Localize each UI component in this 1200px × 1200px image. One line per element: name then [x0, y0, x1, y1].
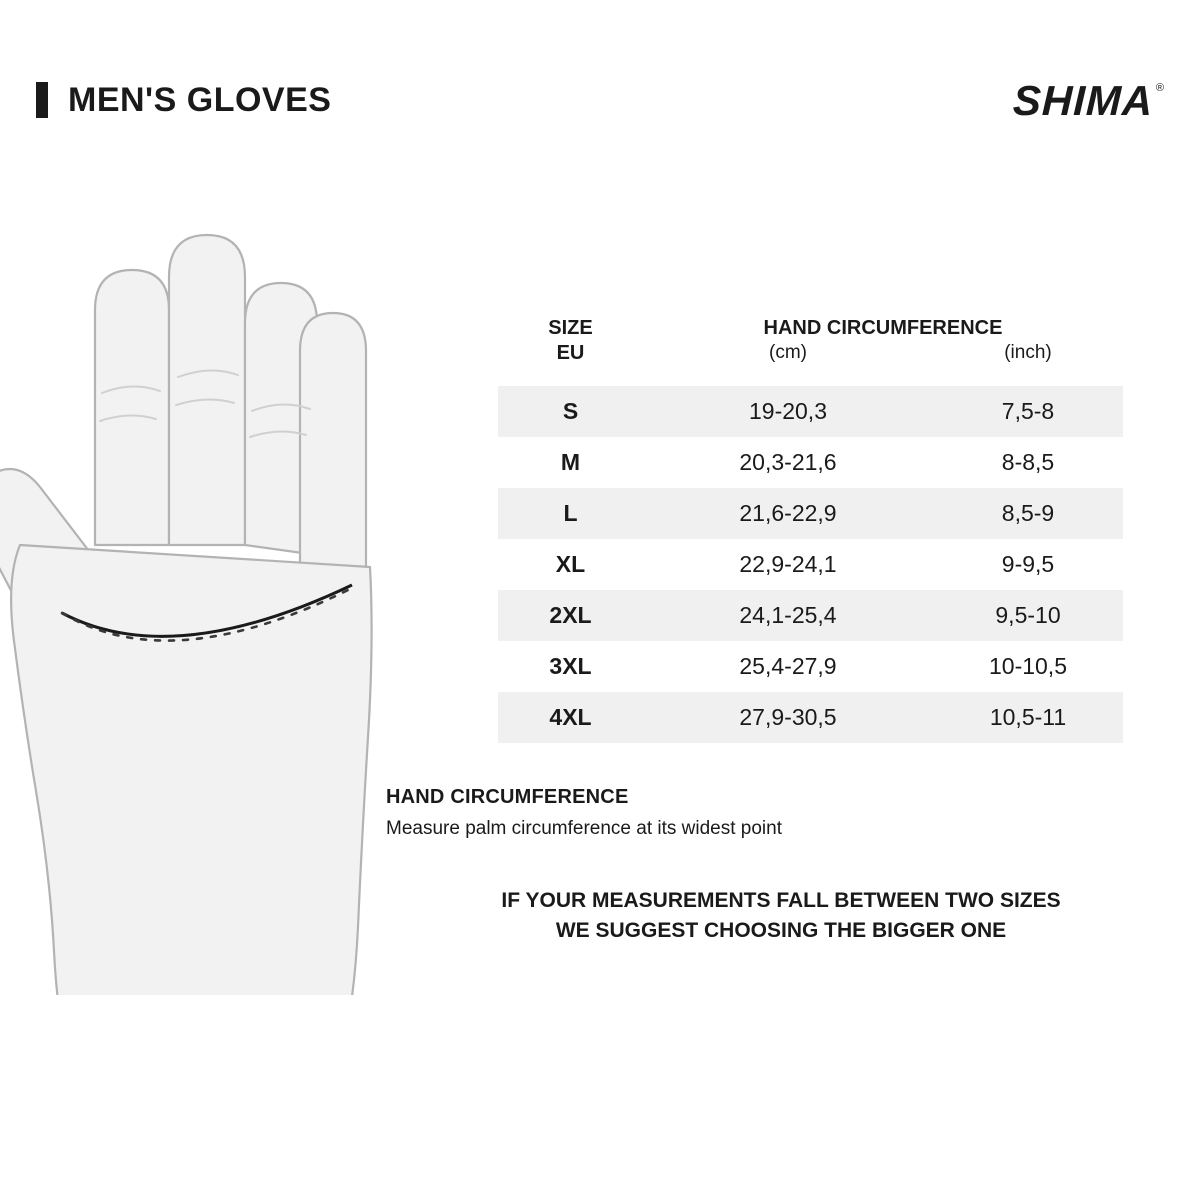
table-row [498, 692, 1123, 743]
table-row [498, 437, 1123, 488]
cell-cm: 22,9-24,1 [739, 551, 837, 577]
cell-size: 3XL [549, 653, 592, 679]
cell-cm: 20,3-21,6 [739, 449, 837, 475]
page-title: MEN'S GLOVES [68, 81, 332, 119]
registered-trademark-icon: ® [1155, 82, 1164, 94]
cell-inch: 7,5-8 [933, 386, 1123, 437]
title-group [36, 82, 1164, 118]
column-header-unit-cm: (cm) [769, 342, 807, 363]
brand-logo-group [1011, 77, 1164, 124]
measurement-note [386, 786, 1146, 840]
sizing-advice-line-1: IF YOUR MEASUREMENTS FALL BETWEEN TWO SIZES [501, 889, 1061, 912]
table-row [498, 488, 1123, 539]
cell-size: XL [555, 551, 586, 577]
cell-cm: 24,1-25,4 [643, 590, 933, 641]
page-header [36, 77, 1164, 132]
cell-inch: 10-10,5 [988, 653, 1067, 679]
note-description: Measure palm circumference at its widest point [386, 818, 782, 839]
sizing-advice [386, 886, 1176, 947]
table-row [498, 641, 1123, 692]
cell-cm: 27,9-30,5 [643, 692, 933, 743]
cell-inch: 8-8,5 [1001, 449, 1055, 475]
table-row [498, 590, 1123, 641]
cell-size: L [498, 488, 643, 539]
cell-size: S [498, 386, 643, 437]
cell-inch: 8,5-9 [933, 488, 1123, 539]
cell-cm: 21,6-22,9 [643, 488, 933, 539]
column-header-circumference: HAND CIRCUMFERENCE [763, 317, 1003, 339]
cell-inch: 9,5-10 [933, 590, 1123, 641]
size-chart-table [498, 312, 1123, 743]
cell-inch: 10,5-11 [933, 692, 1123, 743]
cell-cm: 19-20,3 [643, 386, 933, 437]
column-header-size-region: EU [556, 342, 585, 364]
table-body [498, 386, 1123, 743]
shima-logo: SHIMA [1011, 77, 1154, 124]
cell-size: M [560, 449, 581, 475]
column-header-unit-inch: (inch) [1004, 342, 1052, 363]
table-header-row-primary [498, 312, 1123, 342]
cell-inch: 9-9,5 [1001, 551, 1055, 577]
table-row [498, 386, 1123, 437]
table-row [498, 539, 1123, 590]
sizing-advice-line-2: WE SUGGEST CHOOSING THE BIGGER ONE [555, 919, 1007, 943]
cell-size: 2XL [498, 590, 643, 641]
hand-illustration [0, 215, 400, 995]
cell-size: 4XL [498, 692, 643, 743]
note-heading: HAND CIRCUMFERENCE [386, 786, 629, 808]
cell-cm: 25,4-27,9 [739, 653, 837, 679]
table-header-row-secondary [498, 342, 1123, 386]
column-header-size: SIZE [548, 317, 593, 339]
title-accent-bar [36, 82, 48, 118]
